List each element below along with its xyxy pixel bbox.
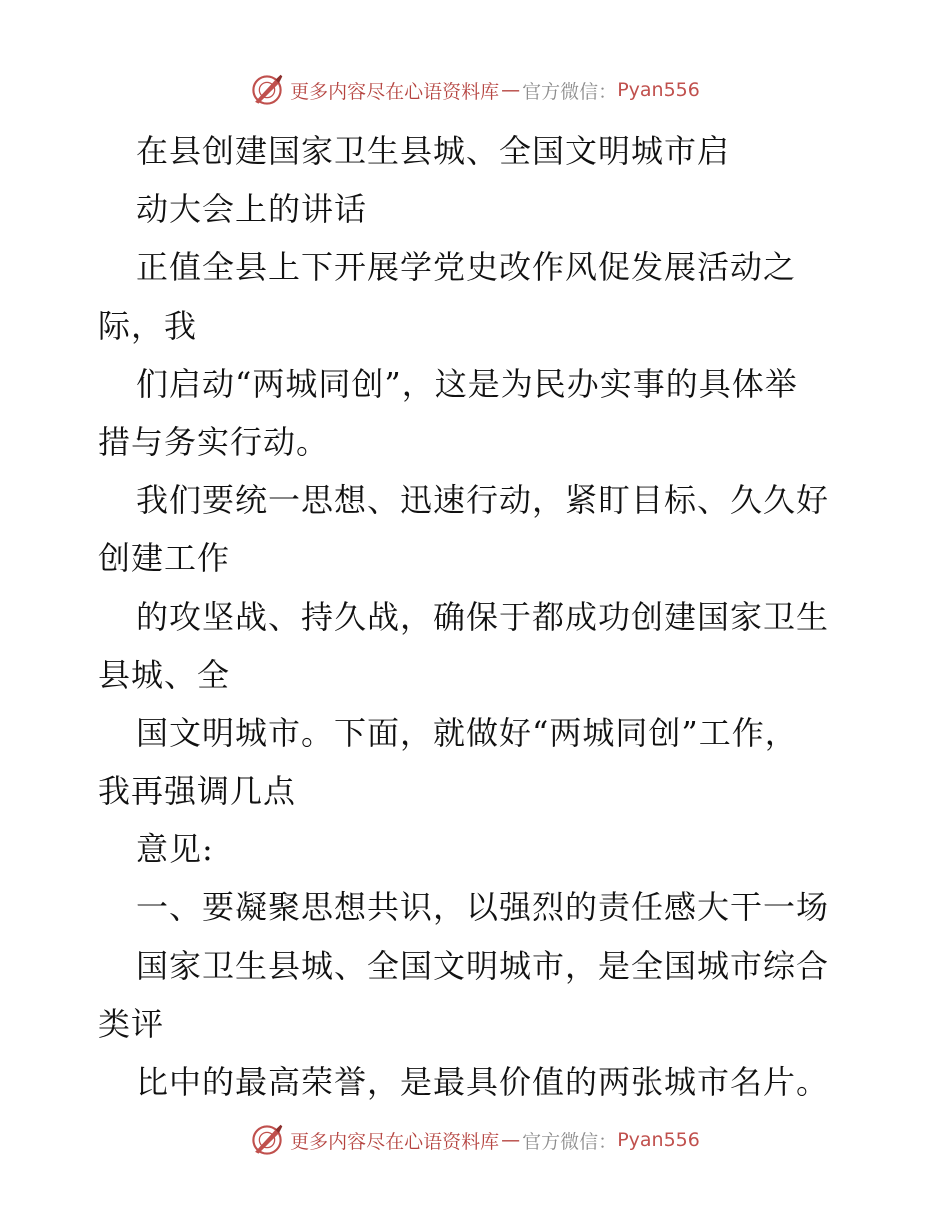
text-line: 我再强调几点 xyxy=(98,772,297,811)
text-line: 类评 xyxy=(98,1004,165,1043)
footer-banner xyxy=(0,1120,950,1160)
text-line: 在县创建国家卫生县城、全国文明城市启 xyxy=(136,132,731,170)
text-line: 国文明城市。下面，就做好“两城同创”工作， xyxy=(136,713,798,752)
banner-official-label: 官方微信： xyxy=(522,80,618,103)
text-line: 动大会上的讲话 xyxy=(136,190,368,229)
text-line: 创建工作 xyxy=(98,539,231,578)
banner-dash: — xyxy=(501,1129,521,1151)
banner-wechat-id: Pyan556 xyxy=(617,79,700,101)
text-line: 的攻坚战、持久战，确保于都成功创建国家卫生 xyxy=(136,597,830,636)
text-line: 们启动“两城同创”，这是为民办实事的具体举 xyxy=(136,364,798,403)
banner-dash: — xyxy=(501,79,521,101)
text-line: 正值全县上下开展学党史改作风促发展活动之 xyxy=(136,248,797,287)
pen-logo-icon xyxy=(250,73,284,107)
banner-official-label: 官方微信： xyxy=(522,1130,618,1153)
document-body xyxy=(98,122,858,1111)
banner-main-text: 更多内容尽在心语资料库 xyxy=(290,80,500,103)
text-line: 际，我 xyxy=(98,306,198,345)
text-line: 比中的最高荣誉，是最具价值的两张城市名片。 xyxy=(136,1063,830,1101)
pen-logo-icon xyxy=(250,1123,284,1157)
text-line: 一、要凝聚思想共识，以强烈的责任感大干一场 xyxy=(136,888,830,927)
text-line: 我们要统一思想、迅速行动，紧盯目标、久久好 xyxy=(136,481,830,520)
banner-main-text: 更多内容尽在心语资料库 xyxy=(290,1130,500,1153)
header-banner xyxy=(0,70,950,110)
text-line: 措与务实行动。 xyxy=(98,422,330,461)
text-line: 意见: xyxy=(136,830,214,869)
text-line: 国家卫生县城、全国文明城市，是全国城市综合 xyxy=(136,946,830,985)
text-line: 县城、全 xyxy=(98,655,231,694)
banner-wechat-id: Pyan556 xyxy=(617,1129,700,1151)
